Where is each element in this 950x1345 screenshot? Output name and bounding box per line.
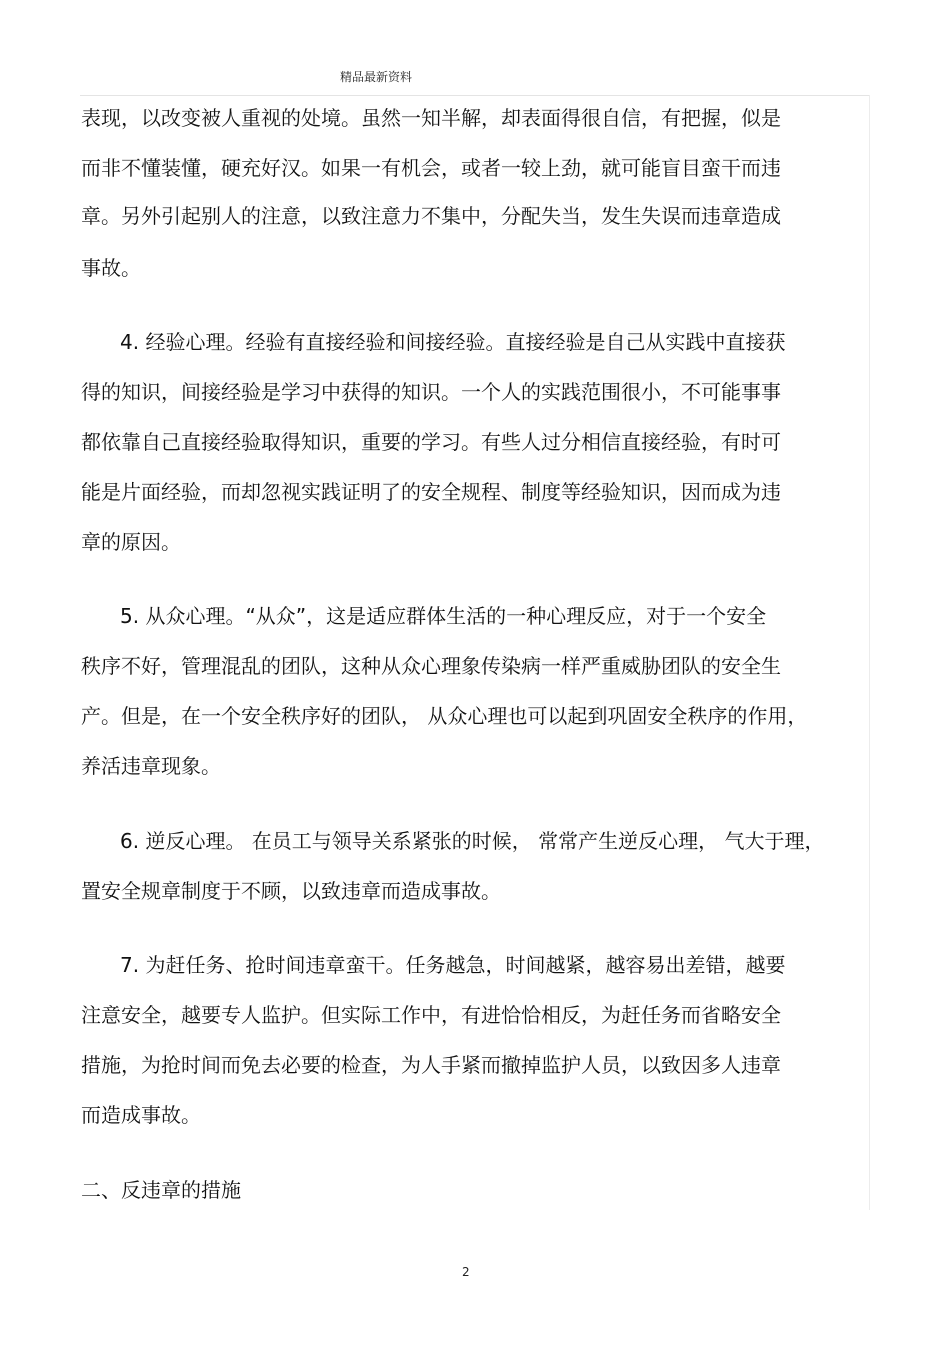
text-line: 5. 从众心理。“从众”，这是适应群体生活的一种心理反应，对于一个安全 [120, 604, 767, 628]
right-margin-rule [869, 95, 870, 1210]
text-line: 置安全规章制度于不顾，以致违章而造成事故。 [81, 879, 501, 903]
text-line: 都依靠自己直接经验取得知识，重要的学习。有些人过分相信直接经验，有时可 [81, 430, 781, 454]
section-heading: 二、反违章的措施 [81, 1178, 241, 1202]
text-line: 而造成事故。 [81, 1103, 201, 1127]
text-line: 6. 逆反心理。 在员工与领导关系紧张的时候， 常常产生逆反心理， 气大于理， [120, 829, 825, 853]
text-line: 表现，以改变被人重视的处境。虽然一知半解，却表面得很自信，有把握，似是 [81, 106, 781, 130]
text-line: 而非不懂装懂，硬充好汉。如果一有机会，或者一较上劲，就可能盲目蛮干而违 [81, 156, 781, 180]
text-line: 产。但是，在一个安全秩序好的团队， 从众心理也可以起到巩固安全秩序的作用， [81, 704, 808, 728]
text-line: 4. 经验心理。经验有直接经验和间接经验。直接经验是自己从实践中直接获 [120, 330, 786, 354]
text-line: 养活违章现象。 [81, 754, 221, 778]
text-line: 措施，为抢时间而免去必要的检查，为人手紧而撤掉监护人员，以致因多人违章 [81, 1053, 781, 1077]
text-line: 注意安全，越要专人监护。但实际工作中，有进恰恰相反，为赶任务而省略安全 [81, 1003, 781, 1027]
text-line: 得的知识，间接经验是学习中获得的知识。一个人的实践范围很小，不可能事事 [81, 380, 781, 404]
text-line: 事故。 [81, 256, 141, 280]
page-header: 精品最新资料 [340, 70, 413, 84]
text-line: 章。另外引起别人的注意，以致注意力不集中，分配失当，发生失误而违章造成 [81, 204, 781, 228]
text-line: 章的原因。 [81, 530, 181, 554]
header-divider [80, 95, 870, 96]
page-number: 2 [462, 1265, 470, 1279]
text-line: 秩序不好，管理混乱的团队，这种从众心理象传染病一样严重威胁团队的安全生 [81, 654, 781, 678]
text-line: 能是片面经验，而却忽视实践证明了的安全规程、制度等经验知识，因而成为违 [81, 480, 781, 504]
text-line: 7. 为赶任务、抢时间违章蛮干。任务越急，时间越紧，越容易出差错，越要 [120, 953, 786, 977]
